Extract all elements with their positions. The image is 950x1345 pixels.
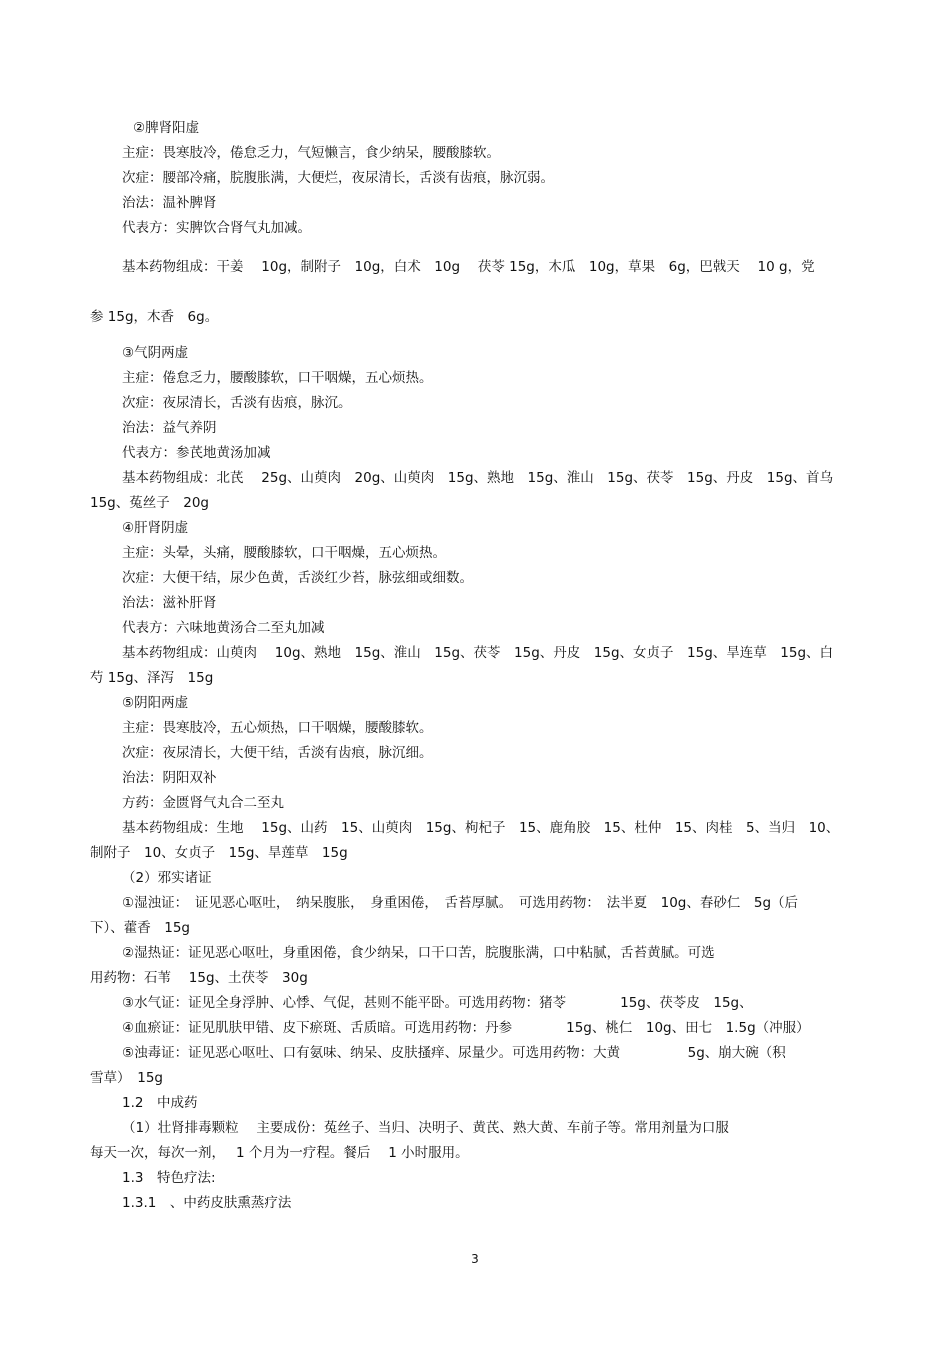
text-line: 治法：温补脾肾 [122,195,217,211]
text-line: ⑤阴阳两虚 [122,695,189,711]
text-line: 参 15g，木香 6g。 [90,309,219,325]
text-line: 次症：夜尿清长，舌淡有齿痕，脉沉。 [122,395,352,411]
text-line: ④肝肾阴虚 [122,520,189,536]
text-line: ③气阴两虚 [122,345,189,361]
text-line: 主症：头晕，头痛，腰酸膝软，口干咽燥，五心烦热。 [122,545,446,561]
text-line: 1.2 中成药 [122,1095,198,1111]
text-line: 代表方：参芪地黄汤加减 [122,445,271,461]
text-line: ②湿热证：证见恶心呕吐，身重困倦，食少纳呆，口干口苦，脘腹胀满，口中粘腻，舌苔黄腻。可选 [122,945,715,961]
text-line: 雪草） 15g [90,1070,163,1086]
text-line: 1.3 特色疗法: [122,1170,216,1186]
text-line: 芍 15g、泽泻 15g [90,670,214,686]
text-line: 治法：阴阳双补 [122,770,217,786]
text-line: ①湿浊证： 证见恶心呕吐， 纳呆腹胀， 身重困倦， 舌苔厚腻。 可选用药物： 法半夏 10g、春砂仁 5g（后 [122,895,799,911]
text-line: 下）、藿香 15g [90,920,190,936]
text-line: 制附子 10、女贞子 15g、旱莲草 15g [90,845,348,861]
text-line: 1.3.1 、中药皮肤熏蒸疗法 [122,1195,292,1211]
text-line: 基本药物组成：山萸肉 10g、熟地 15g、淮山 15g、茯苓 15g、丹皮 15g、女贞子 15g、旱连草 15g、白 [122,645,834,661]
text-line: （2）邪实诸证 [122,870,212,886]
text-line: ⑤浊毒证：证见恶心呕吐、口有氨味、纳呆、皮肤搔痒、尿量少。可选用药物：大黄 5g、崩大碗（积 [122,1045,786,1061]
text-line: 每天一次，每次一剂， 1 个月为一疗程。餐后 1 小时服用。 [90,1145,469,1161]
text-line: 代表方：六味地黄汤合二至丸加减 [122,620,325,636]
text-line: ③水气证：证见全身浮肿、心悸、气促，甚则不能平卧。可选用药物：猪苓 15g、茯苓皮 15g、 [122,995,753,1011]
text-line: 15g、菟丝子 20g [90,495,209,511]
page-number: 3 [471,1252,479,1266]
text-line: 治法：益气养阴 [122,420,217,436]
text-line: （1）壮肾排毒颗粒 主要成份：菟丝子、当归、决明子、黄芪、熟大黄、车前子等。常用剂量为口服 [122,1120,729,1136]
text-line: 主症：倦怠乏力，腰酸膝软，口干咽燥，五心烦热。 [122,370,433,386]
text-line: 次症：夜尿清长，大便干结，舌淡有齿痕，脉沉细。 [122,745,433,761]
text-line: 治法：滋补肝肾 [122,595,217,611]
text-line: 主症：畏寒肢冷，五心烦热，口干咽燥，腰酸膝软。 [122,720,433,736]
text-line: 次症：大便干结，尿少色黄，舌淡红少苔，脉弦细或细数。 [122,570,473,586]
text-line: 次症：腰部冷痛，脘腹胀满，大便烂，夜尿清长，舌淡有齿痕，脉沉弱。 [122,170,554,186]
text-line: 主症：畏寒肢冷，倦怠乏力，气短懒言，食少纳呆，腰酸膝软。 [122,145,500,161]
text-line: 用药物：石苇 15g、土茯苓 30g [90,970,308,986]
text-line: ④血瘀证：证见肌肤甲错、皮下瘀斑、舌质暗。可选用药物：丹参 15g、桃仁 10g、田七 1.5g（冲服） [122,1020,810,1036]
text-line: 基本药物组成：生地 15g、山药 15、山萸肉 15g、枸杞子 15、鹿角胶 15、杜仲 15、肉桂 5、当归 10、 [122,820,840,836]
text-line: 基本药物组成：干姜 10g，制附子 10g，白术 10g 茯苓 15g，木瓜 10g，草果 6g，巴戟天 10 g，党 [122,259,815,275]
text-line: ②脾肾阳虚 [133,120,200,136]
text-line: 方药：金匮肾气丸合二至丸 [122,795,284,811]
text-line: 代表方：实脾饮合肾气丸加减。 [122,220,311,236]
text-line: 基本药物组成：北芪 25g、山萸肉 20g、山萸肉 15g、熟地 15g、淮山 15g、茯苓 15g、丹皮 15g、首乌 [122,470,834,486]
